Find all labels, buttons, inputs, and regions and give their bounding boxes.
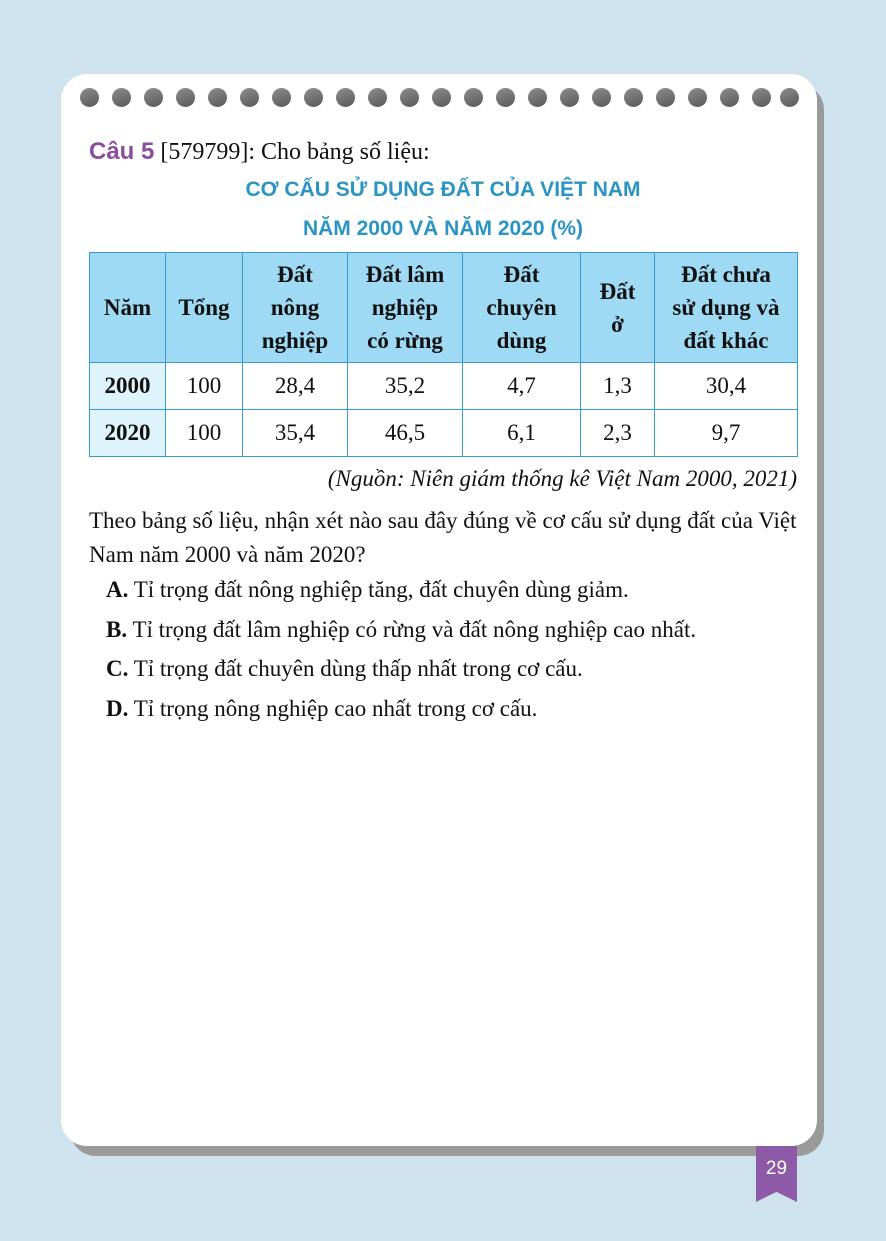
binding-ring bbox=[528, 88, 547, 107]
data-table bbox=[89, 252, 798, 457]
header-cell-agricultural-land: Đất nông nghiệp bbox=[243, 253, 348, 363]
question-label: Câu 5 bbox=[89, 138, 155, 165]
header-cell-unused-land: Đất chưa sử dụng và đất khác bbox=[655, 253, 798, 363]
binding-ring bbox=[208, 88, 227, 107]
binding-ring bbox=[624, 88, 643, 107]
binding-ring bbox=[144, 88, 163, 107]
option-text: Tỉ trọng đất lâm nghiệp có rừng và đất nông nghiệp cao nhất. bbox=[132, 617, 697, 642]
header-cell-special-use-land: Đất chuyên dùng bbox=[463, 253, 581, 363]
binding-ring bbox=[368, 88, 387, 107]
table-title-line-1: CƠ CẤU SỬ DỤNG ĐẤT CỦA VIỆT NAM bbox=[245, 178, 641, 201]
table-cell: 9,7 bbox=[655, 410, 798, 457]
header-cell-total: Tổng bbox=[166, 253, 243, 363]
binding-ring bbox=[336, 88, 355, 107]
binding-ring bbox=[656, 88, 675, 107]
table-cell: 35,4 bbox=[243, 410, 348, 457]
header-cell-forest-land: Đất lâm nghiệp có rừng bbox=[348, 253, 463, 363]
table-cell-year: 2000 bbox=[90, 363, 166, 410]
table-title-line-2: NĂM 2000 VÀ NĂM 2020 (%) bbox=[302, 217, 584, 240]
binding-ring bbox=[496, 88, 515, 107]
table-cell: 4,7 bbox=[463, 363, 581, 410]
page-number: 29 bbox=[765, 1158, 788, 1179]
option-key: D. bbox=[106, 696, 129, 721]
binding-ring bbox=[432, 88, 451, 107]
table-row bbox=[90, 363, 798, 410]
table-cell: 1,3 bbox=[581, 363, 655, 410]
option-c[interactable] bbox=[106, 656, 583, 682]
question-heading bbox=[89, 138, 430, 166]
option-text: Tỉ trọng đất nông nghiệp tăng, đất chuyên dùng giảm. bbox=[133, 577, 629, 602]
binding-ring bbox=[592, 88, 611, 107]
table-source: (Nguồn: Niên giám thống kê Việt Nam 2000, 2021) bbox=[327, 466, 797, 491]
binding-ring bbox=[688, 88, 707, 107]
binding-ring bbox=[720, 88, 739, 107]
question-prompt: Theo bảng số liệu, nhận xét nào sau đây đúng về cơ cấu sử dụng đất của Việt Nam năm 2000 và năm 2020? bbox=[89, 508, 797, 567]
table-cell: 28,4 bbox=[243, 363, 348, 410]
table-cell: 35,2 bbox=[348, 363, 463, 410]
table-cell: 46,5 bbox=[348, 410, 463, 457]
table-cell: 100 bbox=[166, 410, 243, 457]
table-cell: 100 bbox=[166, 363, 243, 410]
question-text: [579799]: Cho bảng số liệu: bbox=[154, 139, 430, 165]
binding-ring bbox=[272, 88, 291, 107]
table-cell: 2,3 bbox=[581, 410, 655, 457]
table-cell: 30,4 bbox=[655, 363, 798, 410]
option-key: B. bbox=[106, 617, 128, 642]
option-text: Tỉ trọng nông nghiệp cao nhất trong cơ cấu. bbox=[133, 696, 538, 721]
binding-ring bbox=[304, 88, 323, 107]
binding-ring bbox=[780, 88, 799, 107]
table-cell: 6,1 bbox=[463, 410, 581, 457]
header-cell-year: Năm bbox=[90, 253, 166, 363]
binding-ring bbox=[176, 88, 195, 107]
table-header-row bbox=[90, 253, 798, 363]
header-cell-residential-land: Đất ở bbox=[581, 253, 655, 363]
binding-ring bbox=[240, 88, 259, 107]
binding-ring bbox=[112, 88, 131, 107]
binding-ring bbox=[752, 88, 771, 107]
option-b[interactable] bbox=[106, 617, 696, 643]
binding-ring bbox=[80, 88, 99, 107]
binding-ring bbox=[400, 88, 419, 107]
option-key: C. bbox=[106, 656, 129, 681]
binding-ring bbox=[464, 88, 483, 107]
binding-ring bbox=[560, 88, 579, 107]
option-a[interactable] bbox=[106, 577, 629, 603]
option-text: Tỉ trọng đất chuyên dùng thấp nhất trong cơ cấu. bbox=[133, 656, 583, 681]
option-d[interactable] bbox=[106, 696, 537, 722]
table-row bbox=[90, 410, 798, 457]
table-cell-year: 2020 bbox=[90, 410, 166, 457]
spiral-binding bbox=[80, 88, 800, 108]
option-key: A. bbox=[106, 577, 129, 602]
